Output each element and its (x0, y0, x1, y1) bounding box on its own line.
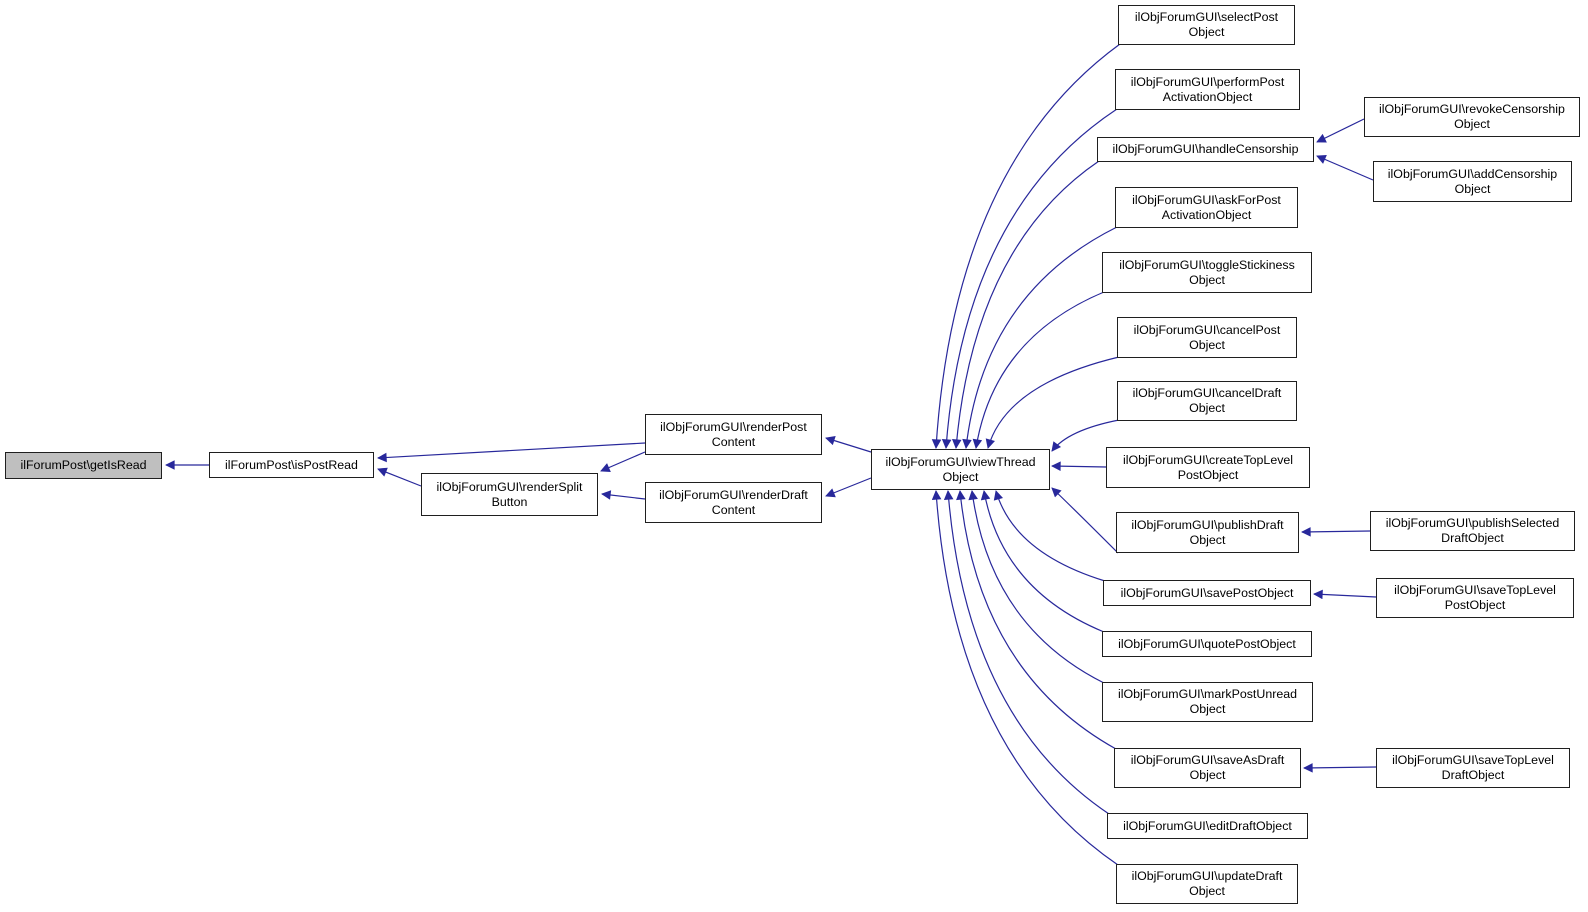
edge-askForPostActivationObject-to-viewThreadObject (966, 227, 1117, 448)
edge-revokeCensorshipObject-to-handleCensorship (1317, 119, 1364, 142)
node-revokeCensorshipObject[interactable] (1364, 97, 1580, 137)
node-label-line: Object (1189, 272, 1225, 287)
edge-renderPostContent-to-isPostRead (378, 443, 645, 458)
node-publishDraftObject[interactable] (1116, 512, 1299, 553)
node-quotePostObject[interactable] (1102, 631, 1312, 657)
node-markPostUnreadObject[interactable] (1102, 682, 1313, 722)
node-label-line: ilForumPost\isPostRead (225, 457, 358, 472)
edge-cancelPostObject-to-viewThreadObject (988, 357, 1119, 448)
node-label-line: Object (1189, 768, 1226, 782)
node-getIsRead (5, 452, 162, 479)
edge-renderSplitButton-to-isPostRead (378, 469, 421, 486)
node-label-line: Content (711, 502, 756, 517)
node-label-line: Object (1454, 117, 1490, 131)
node-label-line: ilObjForumGUI\updateDraft (1131, 869, 1283, 883)
edge-saveTopLevelDraftObject-to-saveAsDraftObject (1304, 767, 1376, 768)
node-label-line: ilObjForumGUI\saveAsDraft (1130, 753, 1285, 767)
edge-editDraftObject-to-viewThreadObject (948, 491, 1109, 814)
node-label-line: ActivationObject (1161, 207, 1252, 222)
node-label-line: Object (1454, 181, 1491, 196)
node-label-line: PostObject (1177, 467, 1239, 482)
node-savePostObject[interactable] (1103, 580, 1311, 606)
edge-toggleStickinessObject-to-viewThreadObject (976, 292, 1104, 448)
edge-selectPostObject-to-viewThreadObject (936, 44, 1120, 448)
node-label-line: PostObject (1444, 598, 1506, 612)
node-label-line: ilObjForumGUI\viewThread (885, 454, 1036, 469)
node-handleCensorship[interactable] (1097, 137, 1314, 162)
edge-publishSelectedDraftObject-to-publishDraftObject (1302, 531, 1370, 532)
node-label-line: ilObjForumGUI\createTopLevel (1122, 452, 1294, 467)
node-label-line: Object (1189, 884, 1225, 898)
node-label-line: Object (1189, 702, 1226, 716)
node-label-line: ilObjForumGUI\cancelDraft (1132, 386, 1282, 400)
node-label-line: ilObjForumGUI\addCensorship (1387, 166, 1558, 181)
node-label-line: ilForumPost\getIsRead (20, 458, 147, 472)
node-label-line: ilObjForumGUI\markPostUnread (1117, 687, 1298, 701)
node-label-line: ilObjForumGUI\publishSelected (1385, 516, 1560, 530)
node-label-line: Object (1189, 401, 1225, 415)
node-addCensorshipObject[interactable] (1373, 161, 1572, 202)
node-label-line: ilObjForumGUI\handleCensorship (1112, 142, 1299, 156)
node-saveAsDraftObject[interactable] (1114, 748, 1301, 788)
edge-publishDraftObject-to-viewThreadObject (1052, 488, 1118, 553)
node-label-line: ilObjForumGUI\renderPost (660, 419, 807, 434)
node-label-line: ilObjForumGUI\performPost (1130, 74, 1285, 89)
node-cancelPostObject[interactable] (1117, 317, 1297, 358)
node-label-line: Object (1188, 25, 1225, 39)
node-renderPostContent[interactable] (645, 414, 822, 455)
node-publishSelectedDraftObject[interactable] (1370, 511, 1575, 551)
node-saveTopLevelDraftObject[interactable] (1376, 748, 1570, 788)
node-renderDraftContent[interactable] (645, 482, 822, 523)
node-updateDraftObject[interactable] (1116, 864, 1298, 904)
node-label-line: ilObjForumGUI\cancelPost (1133, 322, 1281, 337)
node-createTopLevelPostObject[interactable] (1106, 447, 1310, 488)
node-saveTopLevelPostObject[interactable] (1376, 578, 1574, 618)
node-label-line: ilObjForumGUI\savePostObject (1120, 585, 1294, 600)
node-viewThreadObject[interactable] (871, 449, 1050, 490)
node-label-line: ActivationObject (1162, 89, 1253, 104)
node-label-line: ilObjForumGUI\quotePostObject (1118, 636, 1296, 651)
node-label-line: ilObjForumGUI\renderDraft (659, 487, 808, 502)
node-label-line: Button (491, 494, 528, 509)
node-label-line: ilObjForumGUI\saveTopLevel (1394, 583, 1556, 597)
node-label-line: ilObjForumGUI\renderSplit (436, 479, 583, 494)
edge-viewThreadObject-to-renderDraftContent (826, 478, 871, 496)
edge-quotePostObject-to-viewThreadObject (984, 491, 1104, 632)
edge-updateDraftObject-to-viewThreadObject (936, 491, 1118, 865)
edge-markPostUnreadObject-to-viewThreadObject (972, 491, 1104, 683)
node-label-line: ilObjForumGUI\revokeCensorship (1379, 102, 1565, 116)
node-editDraftObject[interactable] (1107, 813, 1308, 839)
node-label-line: Object (1189, 532, 1226, 547)
node-cancelDraftObject[interactable] (1117, 381, 1297, 421)
edge-viewThreadObject-to-renderPostContent (826, 438, 871, 452)
node-label-line: ilObjForumGUI\selectPost (1134, 10, 1279, 24)
node-isPostRead[interactable] (209, 452, 374, 478)
edge-handleCensorship-to-viewThreadObject (956, 161, 1099, 448)
node-label-line: ilObjForumGUI\editDraftObject (1123, 818, 1292, 833)
node-label-line: Content (711, 434, 756, 449)
edge-performPostActivationObject-to-viewThreadObject (946, 109, 1117, 448)
node-label-line: DraftObject (1441, 531, 1504, 545)
edge-renderPostContent-to-renderSplitButton (601, 452, 645, 471)
node-performPostActivationObject[interactable] (1115, 69, 1300, 110)
edge-addCensorshipObject-to-handleCensorship (1317, 156, 1373, 180)
node-label-line: Object (1189, 337, 1225, 352)
node-label-line: ilObjForumGUI\toggleStickiness (1119, 257, 1295, 272)
node-label-line: ilObjForumGUI\saveTopLevel (1392, 753, 1554, 767)
node-selectPostObject[interactable] (1118, 5, 1295, 45)
node-label-line: ilObjForumGUI\askForPost (1132, 192, 1281, 207)
edge-saveAsDraftObject-to-viewThreadObject (960, 491, 1116, 749)
edge-savePostObject-to-viewThreadObject (996, 491, 1105, 581)
node-label-line: DraftObject (1441, 768, 1505, 782)
edge-saveTopLevelPostObject-to-savePostObject (1314, 594, 1376, 597)
node-renderSplitButton[interactable] (421, 473, 598, 516)
node-label-line: Object (942, 469, 979, 484)
node-askForPostActivationObject[interactable] (1115, 187, 1298, 228)
edge-createTopLevelPostObject-to-viewThreadObject (1052, 466, 1106, 467)
node-label-line: ilObjForumGUI\publishDraft (1131, 517, 1284, 532)
node-toggleStickinessObject[interactable] (1102, 252, 1312, 293)
edge-renderDraftContent-to-renderSplitButton (602, 494, 645, 499)
